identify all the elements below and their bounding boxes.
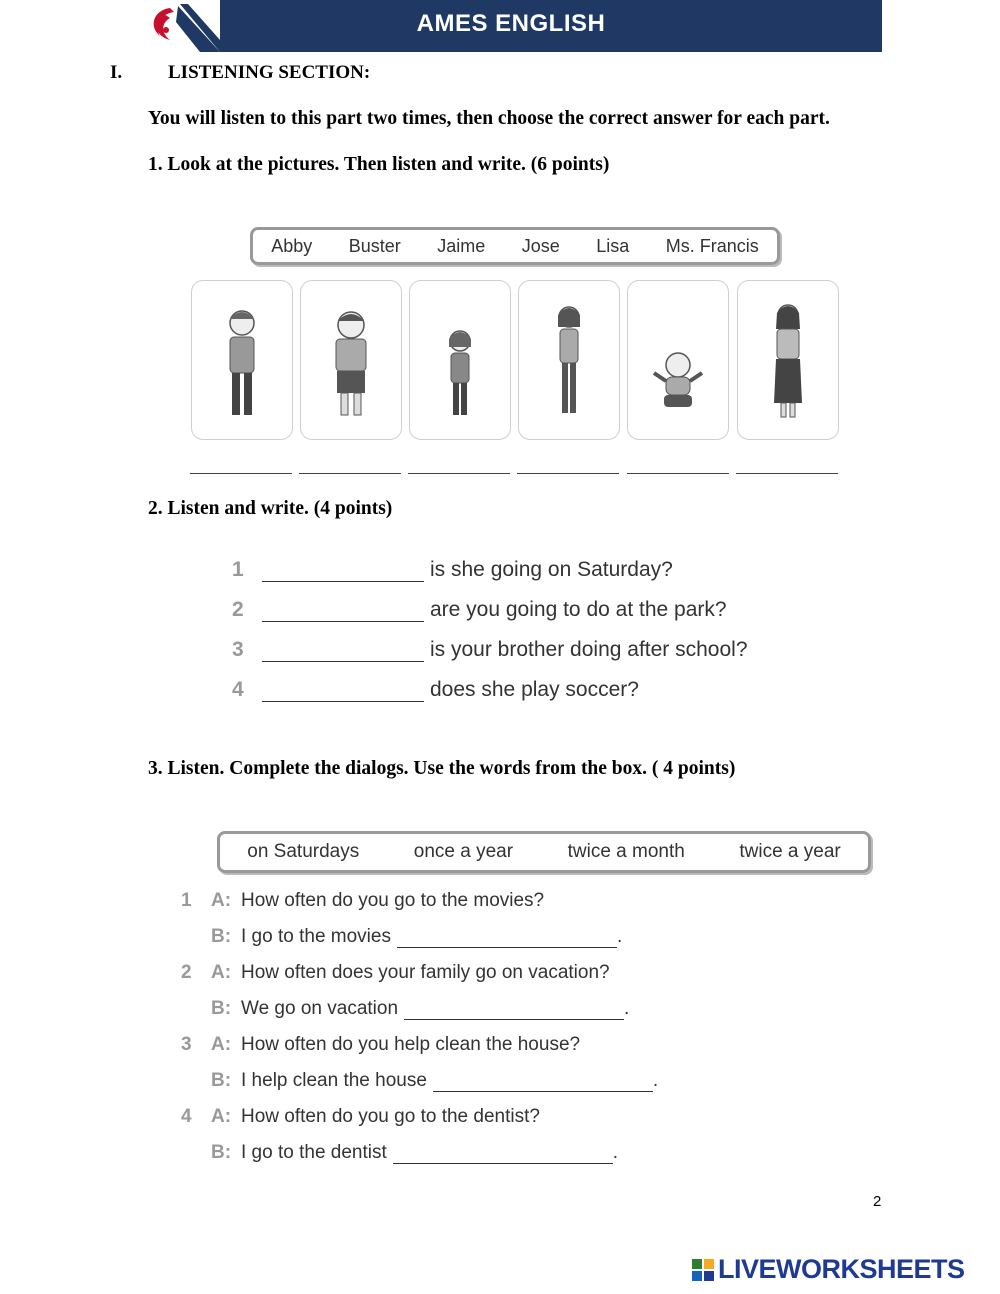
- dialog-text: How often does your family go on vacation?: [241, 962, 610, 983]
- question-2-title: 2. Listen and write. (4 points): [148, 498, 393, 519]
- question-1-title: 1. Look at the pictures. Then listen and write. (6 points): [148, 154, 610, 175]
- dialog-text: How often do you go to the dentist?: [241, 1106, 540, 1127]
- answer-line[interactable]: [190, 473, 292, 474]
- baby-icon: [628, 281, 728, 439]
- speaker-label: A:: [211, 890, 232, 911]
- boy-icon: [192, 281, 292, 439]
- answer-line[interactable]: [408, 473, 510, 474]
- dialog-text: I help clean the house: [241, 1070, 427, 1091]
- speaker-label: A:: [211, 1106, 232, 1127]
- question-3-title: 3. Listen. Complete the dialogs. Use the words from the box. ( 4 points): [148, 758, 736, 779]
- speaker-label: B:: [211, 998, 232, 1019]
- dialog-number: 1: [181, 890, 192, 911]
- section-title: LISTENING SECTION:: [168, 62, 371, 83]
- answer-line[interactable]: [393, 1145, 613, 1164]
- dialog-number: 4: [181, 1106, 192, 1127]
- item-text: is your brother doing after school?: [430, 638, 748, 661]
- picture-card: [627, 280, 729, 440]
- liveworksheets-logo: [692, 1254, 965, 1285]
- dialog-text: We go on vacation: [241, 998, 399, 1019]
- q2-item: [232, 638, 748, 662]
- dialog-question: [181, 1034, 580, 1056]
- dialog-number: 3: [181, 1034, 192, 1055]
- dialog-question: [181, 1106, 540, 1128]
- answer-line[interactable]: [517, 473, 619, 474]
- section-number: I.: [110, 62, 123, 83]
- dialog-number: 2: [181, 962, 192, 983]
- answer-line[interactable]: [262, 681, 424, 702]
- word-option: once a year: [413, 841, 514, 862]
- speaker-label: B:: [211, 1142, 232, 1163]
- answer-line[interactable]: [627, 473, 729, 474]
- instructions: You will listen to this part two times, then choose the correct answer for each part.: [148, 108, 830, 129]
- name-word: Jaime: [437, 235, 486, 256]
- item-text: does she play soccer?: [430, 678, 639, 701]
- dialog-question: [181, 962, 610, 984]
- answer-line[interactable]: [397, 929, 617, 948]
- footer-brand: LIVEWORKSHEETS: [718, 1254, 965, 1284]
- q2-item: [232, 558, 673, 582]
- picture-card: [409, 280, 511, 440]
- q2-item: [232, 678, 639, 702]
- word-option: twice a year: [739, 841, 841, 862]
- q2-item: [232, 598, 727, 622]
- dialog-answer: B: I go to the dentist .: [211, 1142, 619, 1163]
- word-option: on Saturdays: [247, 841, 360, 862]
- name-word: Buster: [348, 235, 401, 256]
- answer-line[interactable]: [404, 1001, 624, 1020]
- picture-card: [300, 280, 402, 440]
- dialog-text: I go to the dentist: [241, 1142, 387, 1163]
- dialog-text: How often do you help clean the house?: [241, 1034, 581, 1055]
- item-text: is she going on Saturday?: [430, 558, 673, 581]
- name-word: Jose: [521, 235, 560, 256]
- word-option: twice a month: [567, 841, 685, 862]
- speaker-label: A:: [211, 1034, 232, 1055]
- item-number: 3: [232, 638, 244, 661]
- small-girl-icon: [410, 281, 510, 439]
- name-word: Ms. Francis: [665, 235, 759, 256]
- item-number: 2: [232, 598, 244, 621]
- speaker-label: B:: [211, 1070, 232, 1091]
- dialog-answer: B: I go to the movies .: [211, 926, 623, 947]
- speaker-label: B:: [211, 926, 232, 947]
- answer-line[interactable]: [299, 473, 401, 474]
- q3-word-box: [217, 831, 871, 873]
- woman-icon: [738, 281, 838, 439]
- dialog-text: How often do you go to the movies?: [241, 890, 545, 911]
- picture-card: [518, 280, 620, 440]
- answer-line[interactable]: [433, 1073, 653, 1092]
- name-word: Abby: [271, 235, 313, 256]
- picture-card: [737, 280, 839, 440]
- item-text: are you going to do at the park?: [430, 598, 727, 621]
- page-number: 2: [873, 1193, 882, 1210]
- girl-icon: [519, 281, 619, 439]
- answer-line[interactable]: [262, 561, 424, 582]
- name-word: Lisa: [596, 235, 630, 256]
- header-banner: [140, 0, 882, 52]
- dialog-text: I go to the movies: [241, 926, 391, 947]
- q1-name-box: [250, 227, 780, 265]
- speaker-label: A:: [211, 962, 232, 983]
- dialog-answer: B: We go on vacation .: [211, 998, 630, 1019]
- item-number: 1: [232, 558, 244, 581]
- item-number: 4: [232, 678, 244, 701]
- picture-card: [191, 280, 293, 440]
- brand-title: AMES ENGLISH: [416, 10, 606, 37]
- dialog-answer: B: I help clean the house .: [211, 1070, 659, 1091]
- answer-line[interactable]: [262, 601, 424, 622]
- answer-line[interactable]: [736, 473, 838, 474]
- liveworksheets-logo-icon: [692, 1259, 714, 1281]
- answer-line[interactable]: [262, 641, 424, 662]
- boy-shorts-icon: [301, 281, 401, 439]
- dialog-question: [181, 890, 544, 912]
